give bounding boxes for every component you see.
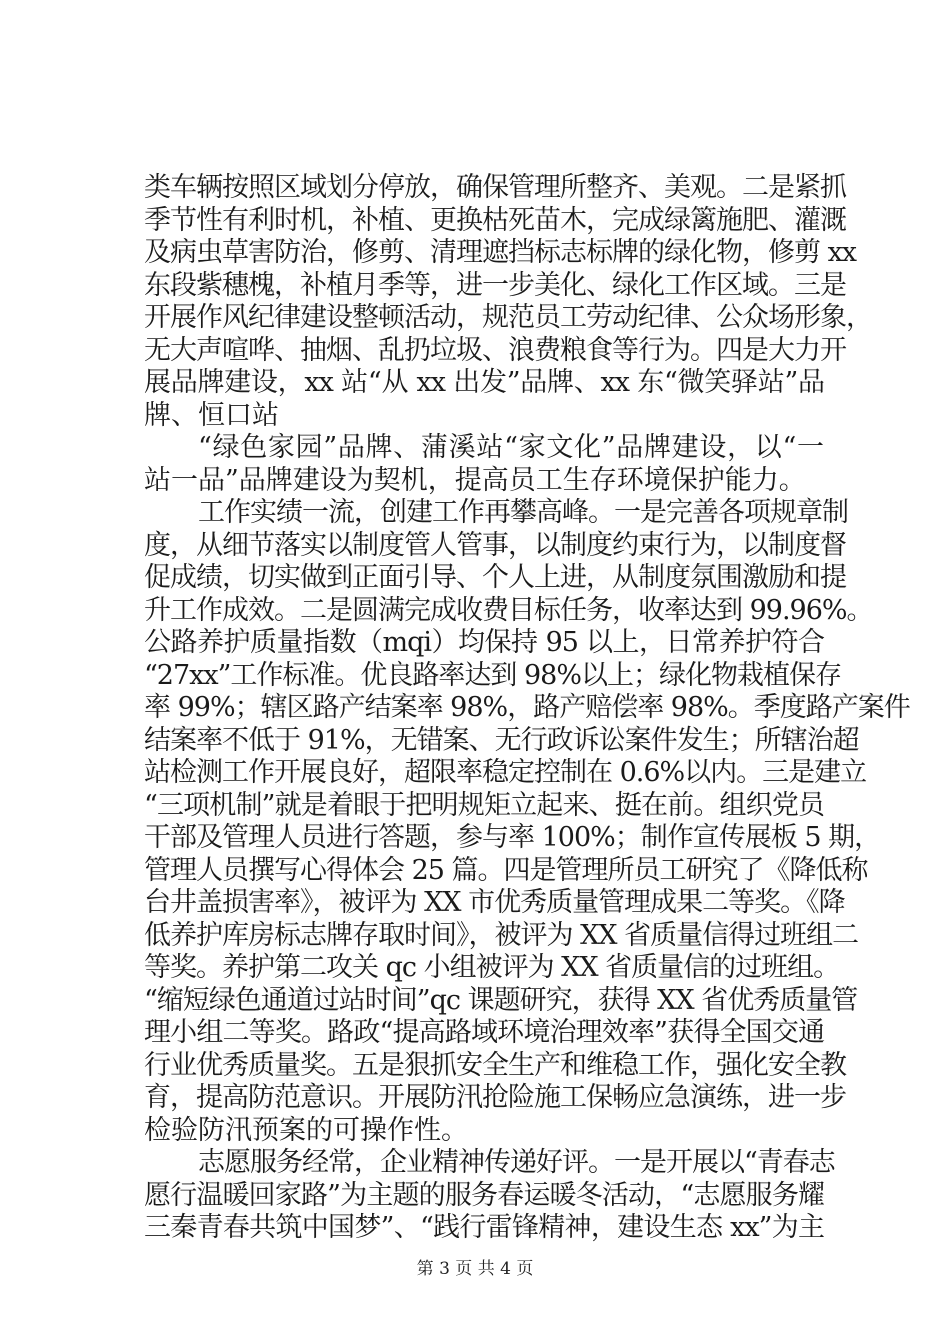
paragraph-first-line: 工作实绩一流，创建工作再攀高峰。一是完善各项规章制 [198, 497, 848, 528]
text-line: 三秦青春共筑中国梦”、“践行雷锋精神，建设生态 xx”为主 [144, 1212, 824, 1243]
text-line: 愿行温暖回家路”为主题的服务春运暖冬活动，“志愿服务耀 [144, 1179, 824, 1211]
text-line: 东段紫穗槐，补植月季等，进一步美化、绿化工作区域。三是 [144, 269, 846, 301]
text-line: “27xx”工作标准。优良路率达到 98%以上；绿化物栽植保存 [144, 659, 842, 691]
text-line: 站一品”品牌建设为契机，提高员工生存环境保护能力。 [144, 464, 806, 496]
text-line: 度，从细节落实以制度管人管事，以制度约束行为，以制度督 [144, 529, 846, 561]
text-line: 育，提高防范意识。开展防汛抢险施工保畅应急演练，进一步 [144, 1082, 846, 1113]
text-line: 类车辆按照区域划分停放，确保管理所整齐、美观。二是紧抓 [144, 172, 846, 203]
text-line: 检验防汛预案的可操作性。 [144, 1114, 468, 1146]
text-line: 牌、恒口站 [144, 399, 279, 431]
text-line: 无大声喧哗、抽烟、乱扔垃圾、浪费粮食等行为。四是大力开 [144, 334, 846, 366]
text-line: 行业优秀质量奖。五是狠抓安全生产和维稳工作，强化安全教 [144, 1049, 846, 1081]
text-line: 干部及管理人员进行答题，参与率 100%；制作宣传展板 5 期， [144, 822, 881, 853]
text-line: 升工作成效。二是圆满完成收费目标任务，收率达到 99.96%。 [144, 594, 873, 626]
page-footer: 第 3 页 共 4 页 [416, 1258, 534, 1279]
text-line: 台井盖损害率》，被评为 XX 市优秀质量管理成果二等奖。《降 [144, 887, 845, 918]
text-line: 开展作风纪律建设整顿活动，规范员工劳动纪律、公众场形象， [144, 302, 872, 333]
text-line: 率 99%；辖区路产结案率 98%，路产赔偿率 98%。季度路产案件 [144, 692, 910, 723]
text-line: 结案率不低于 91%，无错案、无行政诉讼案件发生；所辖治超 [144, 724, 859, 756]
text-line: 低养护库房标志牌存取时间》，被评为 XX 省质量信得过班组二 [144, 919, 859, 951]
text-line: 季节性有利时机，补植、更换枯死苗木，完成绿篱施肥、灌溉 [144, 204, 846, 236]
text-line: 及病虫草害防治，修剪、清理遮挡标志标牌的绿化物，修剪 xx [144, 237, 857, 268]
text-line: 站检测工作开展良好，超限率稳定控制在 0.6%以内。三是建立 [144, 757, 867, 788]
text-line: 管理人员撰写心得体会 25 篇。四是管理所员工研究了《降低称 [144, 854, 868, 886]
text-line: 理小组二等奖。路政“提高路域环境治理效率”获得全国交通 [144, 1017, 824, 1048]
text-line: “缩短绿色通道过站时间”qc 课题研究，获得 XX 省优秀质量管 [144, 984, 858, 1016]
text-line: 展品牌建设，xx 站“从 xx 出发”品牌、xx 东“微笑驿站”品 [144, 367, 824, 398]
text-line: 公路养护质量指数（mqi）均保持 95 以上，日常养护符合 [144, 627, 824, 658]
paragraph-first-line: 志愿服务经常，企业精神传递好评。一是开展以“青春志 [198, 1147, 835, 1178]
text-line: 促成绩，切实做到正面引导、个人上进，从制度氛围激励和提 [144, 562, 846, 593]
text-line: 等奖。养护第二攻关 qc 小组被评为 XX 省质量信的过班组。 [144, 952, 840, 983]
paragraph-first-line: “绿色家园”品牌、蒲溪站“家文化”品牌建设，以“一 [198, 432, 824, 463]
text-line: “三项机制”就是着眼于把明规矩立起来、挺在前。组织党员 [144, 789, 824, 821]
